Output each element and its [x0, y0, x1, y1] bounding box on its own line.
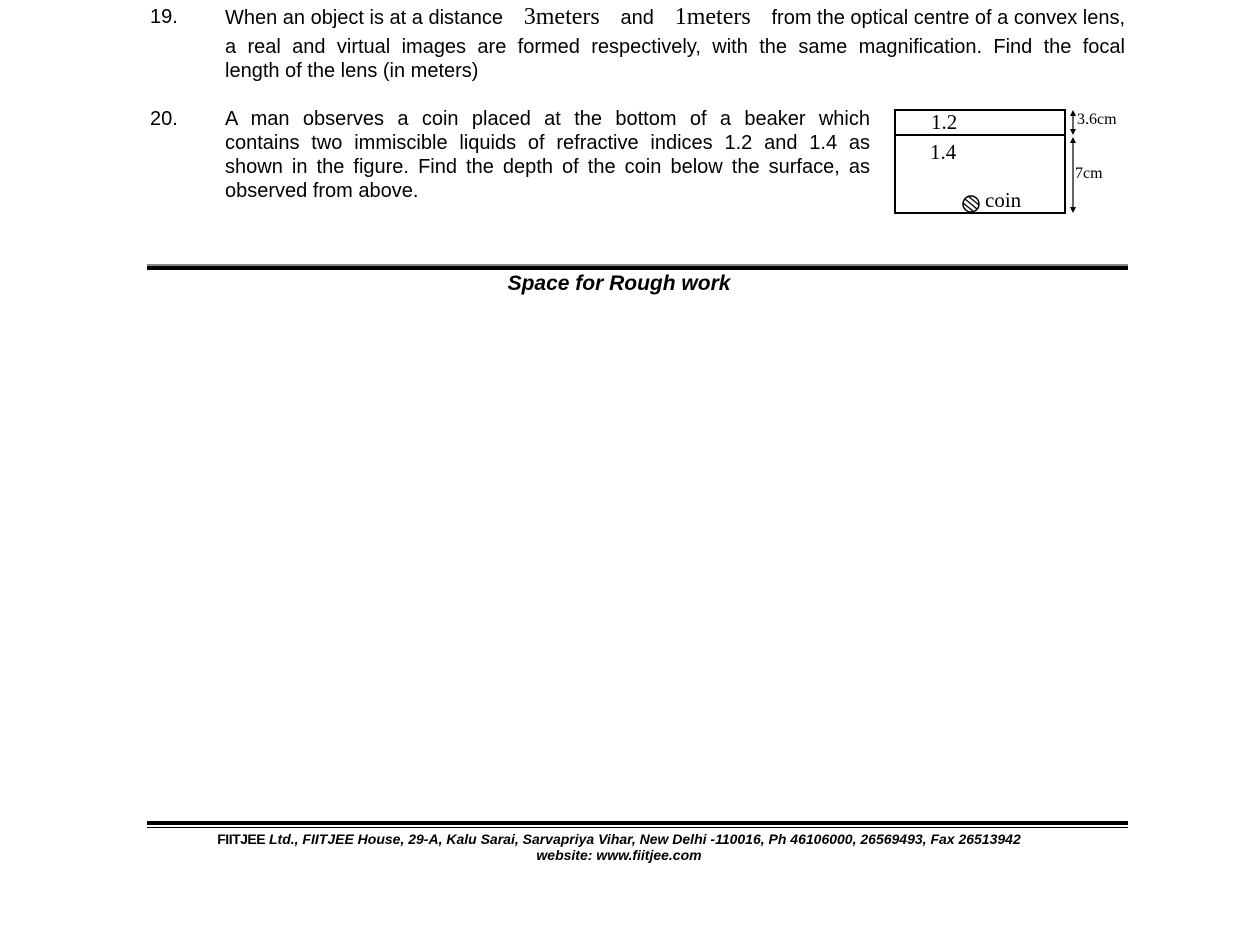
q19-line-3: length of the lens (in meters)	[225, 60, 479, 82]
beaker-figure	[893, 107, 1133, 219]
q19-text-b: and	[620, 7, 654, 29]
rough-work-title: Space for Rough work	[507, 272, 731, 295]
footer-divider-thick	[147, 821, 1128, 825]
q20-line-4: observed from above.	[225, 180, 419, 202]
q20-line-3: shown in the figure. Find the depth of the coin below the surface, as	[225, 156, 870, 178]
top-depth-arrow-head-up	[1070, 110, 1076, 116]
question-19-line-1	[225, 4, 1125, 31]
question-20-number: 20.	[150, 108, 178, 130]
top-depth-arrow-head-down	[1070, 129, 1076, 135]
footer-address-line	[0, 831, 1238, 847]
question-19-continuation	[225, 35, 1125, 83]
top-layer-index: 1.2	[931, 110, 958, 134]
q19-distance-2: 1meters	[674, 4, 751, 30]
footer-website: website: www.fiitjee.com	[536, 847, 702, 863]
question-20-text	[225, 107, 870, 203]
footer-brand: FIITJEE	[217, 831, 266, 847]
rough-work-divider	[147, 266, 1128, 270]
q20-line-2: contains two immiscible liquids of refractive indices 1.2 and 1.4 as	[225, 132, 870, 154]
beaker-outline	[895, 110, 1065, 213]
q19-distance-1: 3meters	[523, 4, 600, 30]
q19-text-c: from the optical centre of a convex lens,	[771, 7, 1125, 29]
bottom-depth-label: 7cm	[1075, 165, 1103, 182]
bottom-layer-index: 1.4	[930, 140, 957, 164]
q19-line-2: a real and virtual images are formed respectively, with the same magnification. Find the focal	[225, 36, 1125, 58]
coin-label: coin	[985, 188, 1022, 212]
footer-address: Ltd., FIITJEE House, 29-A, Kalu Sarai, Sarvapriya Vihar, New Delhi -110016, Ph 46106000, 26569493, Fax 26513942	[269, 831, 1021, 847]
q19-text-a: When an object is at a distance	[225, 7, 503, 29]
bottom-depth-arrow-head-down	[1070, 207, 1076, 213]
q20-line-1: A man observes a coin placed at the bottom of a beaker which	[225, 108, 870, 130]
bottom-depth-arrow-head-up	[1070, 137, 1076, 143]
top-depth-label: 3.6cm	[1077, 111, 1117, 128]
question-19-number: 19.	[150, 6, 178, 28]
footer-divider-thin	[147, 827, 1128, 828]
